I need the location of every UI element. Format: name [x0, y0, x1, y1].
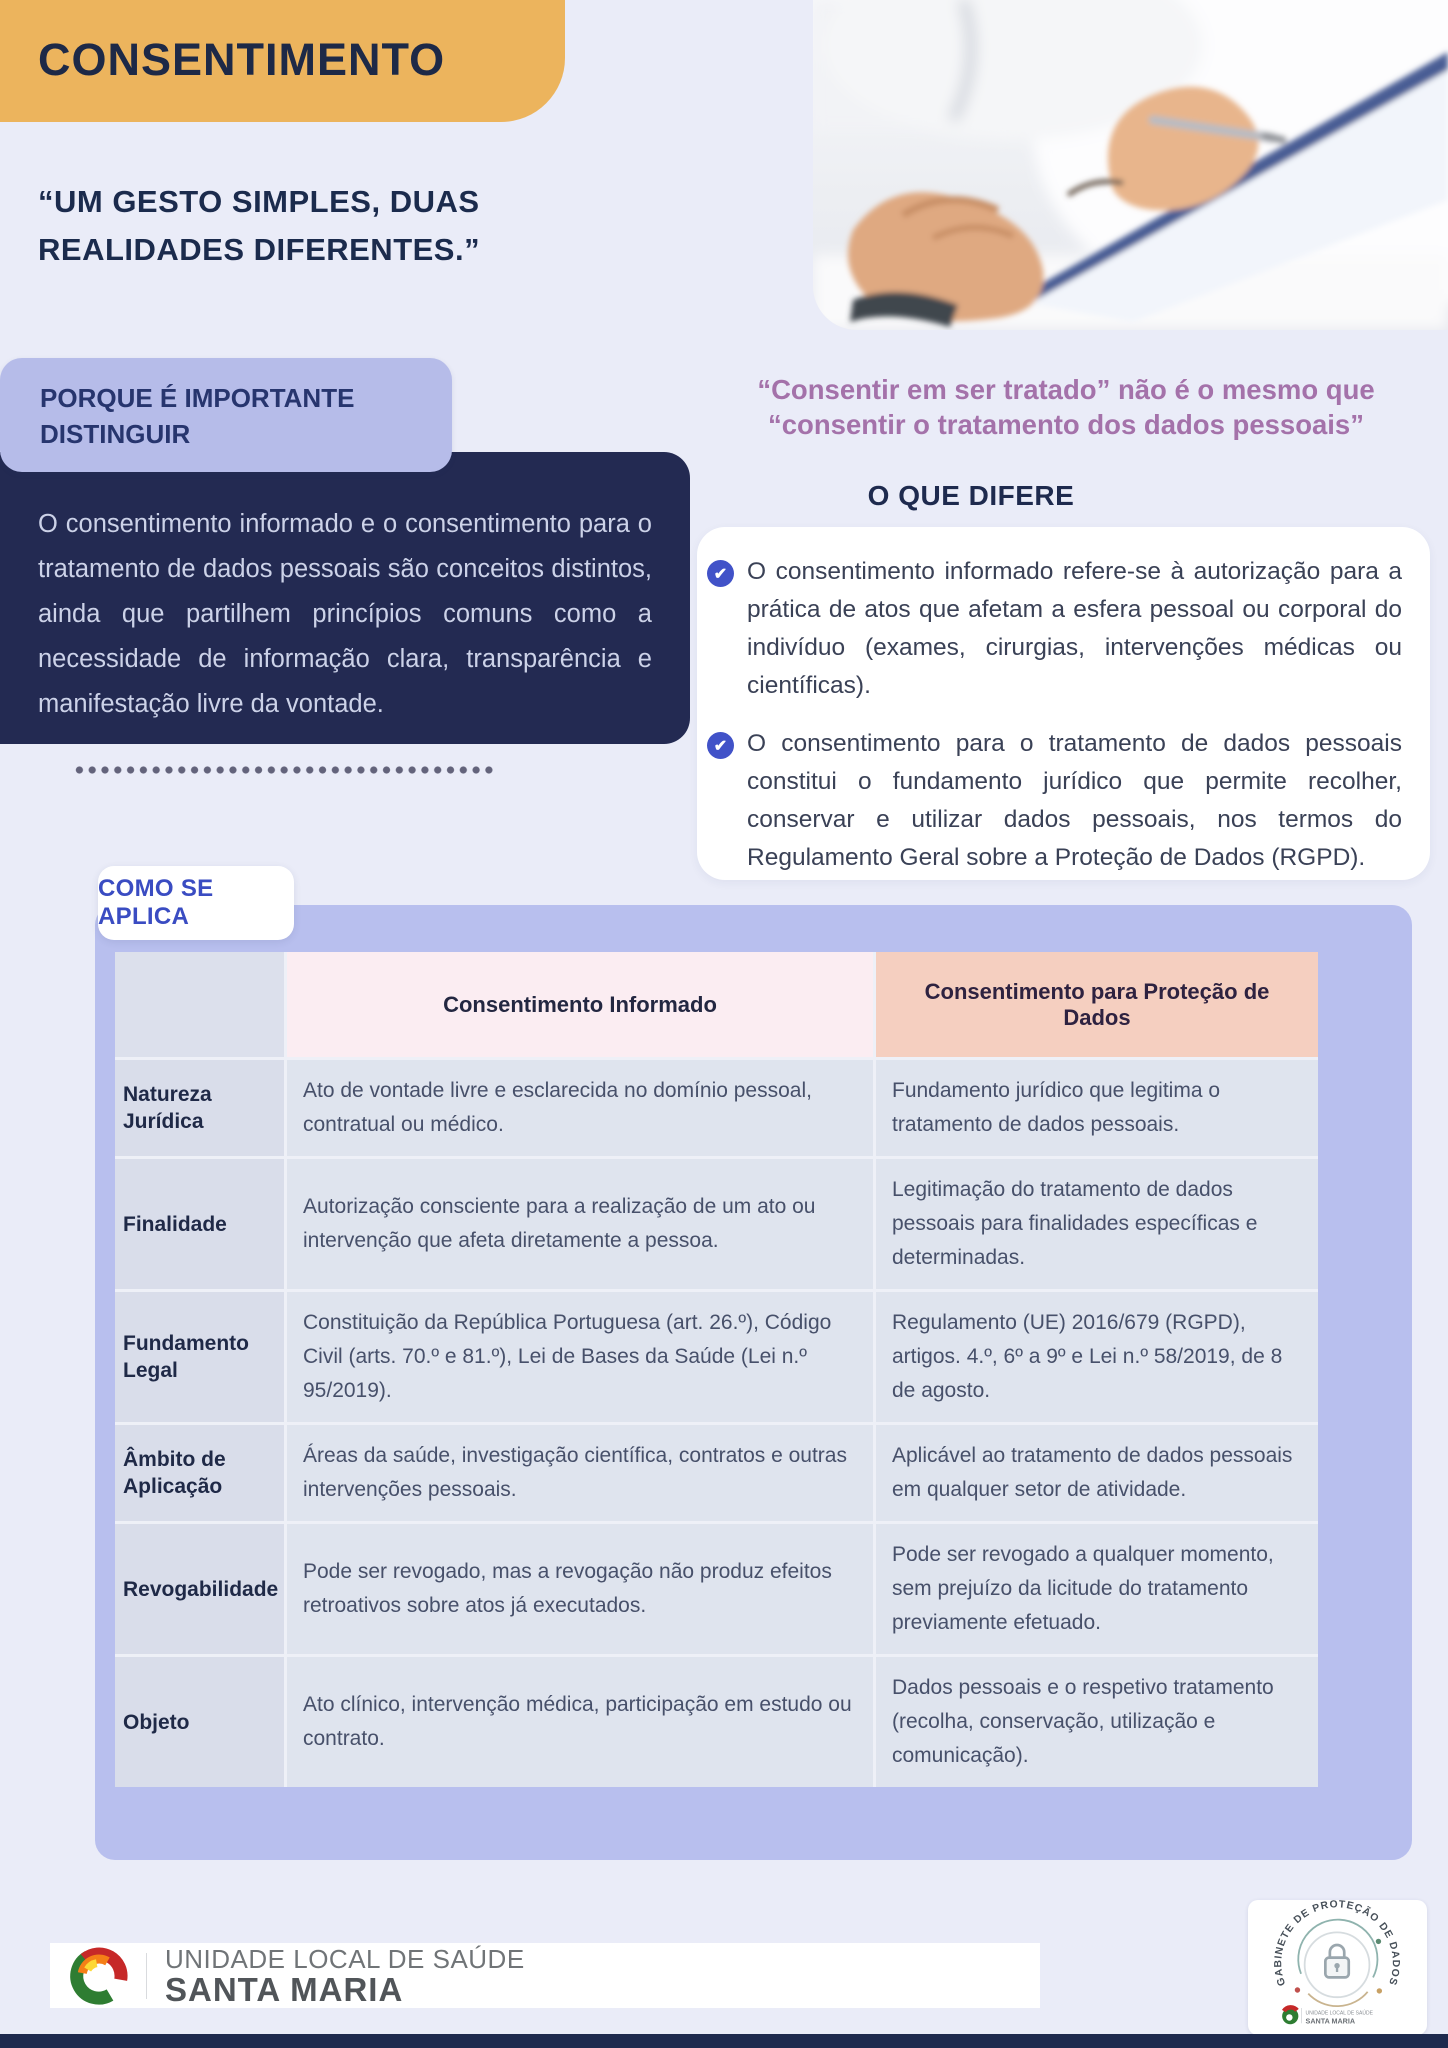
badge-arc-text: GABINETE DE PROTEÇÃO DE DADOS	[1273, 1900, 1401, 1988]
dotted-divider	[73, 764, 493, 776]
table-row-label: Revogabilidade	[115, 1524, 284, 1654]
table-cell-informed: Pode ser revogado, mas a revogação não produz efeitos retroativos sobre atos já executados.	[287, 1524, 873, 1654]
check-circle-icon: ✔	[707, 560, 734, 587]
footer-divider	[146, 1953, 147, 1999]
table-cell-data-protection: Dados pessoais e o respetivo tratamento (recolha, conservação, utilização e comunicação).	[876, 1657, 1318, 1787]
consent-quote	[700, 372, 1432, 442]
why-label-line-1: PORQUE É IMPORTANTE	[40, 383, 355, 413]
table-header-data-protection: Consentimento para Proteção de Dados	[876, 952, 1318, 1057]
table-row-label: Natureza Jurídica	[115, 1060, 284, 1156]
table-cell-data-protection: Aplicável ao tratamento de dados pessoais em qualquer setor de atividade.	[876, 1425, 1318, 1521]
table-cell-informed: Áreas da saúde, investigação científica, contratos e outras intervenções pessoais.	[287, 1425, 873, 1521]
org-name-line-2: SANTA MARIA	[165, 1970, 404, 2008]
bottom-accent-bar	[0, 2034, 1448, 2048]
page-title: CONSENTIMENTO	[38, 34, 446, 85]
tagline	[38, 178, 678, 274]
table-cell-informed: Ato de vontade livre e esclarecida no domínio pessoal, contratual ou médico.	[287, 1060, 873, 1156]
org-name	[165, 1945, 525, 2007]
tagline-line-1: “UM GESTO SIMPLES, DUAS	[38, 184, 480, 219]
table-cell-data-protection: Regulamento (UE) 2016/679 (RGPD), artigos. 4.º, 6º a 9º e Lei n.º 58/2019, de 8 de agosto.	[876, 1292, 1318, 1422]
bullet-informed-consent	[707, 553, 1402, 705]
why-distinguish-box	[0, 452, 690, 744]
table-row-label: Finalidade	[115, 1159, 284, 1289]
differences-card	[697, 527, 1430, 880]
differs-heading: O QUE DIFERE	[867, 480, 1075, 511]
applies-section-label: COMO SE APLICA	[98, 866, 294, 940]
badge-mini-logo	[1282, 2007, 1374, 2025]
bullet-data-consent-text: O consentimento para o tratamento de dados pessoais constitui o fundamento jurídico que permite recolher, conservar e utilizar dados pessoais, nos termos do Regulamento Geral sobre a Proteção de Dados (RGPD).	[747, 730, 1402, 871]
table-row-label: Objeto	[115, 1657, 284, 1787]
badge-org-line-1: UNIDADE LOCAL DE SAÚDE	[1305, 2010, 1374, 2017]
table-row-label: Fundamento Legal	[115, 1292, 284, 1422]
uls-logo-icon	[68, 1945, 130, 2007]
title-banner	[0, 0, 565, 122]
badge-org-line-2: SANTA MARIA	[1305, 2016, 1356, 2026]
table-cell-informed: Ato clínico, intervenção médica, participação em estudo ou contrato.	[287, 1657, 873, 1787]
why-distinguish-text: O consentimento informado e o consentimento para o tratamento de dados pessoais são conceitos distintos, ainda que partilhem princípios comuns como a necessidade de informação clara, transparência e manifestação livre da vontade.	[38, 510, 652, 718]
data-protection-office-badge	[1248, 1900, 1427, 2035]
footer-logo-strip	[50, 1943, 1040, 2008]
table-cell-informed: Autorização consciente para a realização de um ato ou intervenção que afeta diretamente a pessoa.	[287, 1159, 873, 1289]
badge-graphic	[1248, 1900, 1427, 2035]
bullet-informed-consent-text: O consentimento informado refere-se à autorização para a prática de atos que afetam a esfera pessoal ou corporal do indivíduo (exames, cirurgias, intervenções médicas ou científicas).	[747, 558, 1402, 699]
why-label-line-2: DISTINGUIR	[40, 419, 191, 449]
table-row-label: Âmbito de Aplicação	[115, 1425, 284, 1521]
table-header-empty	[115, 952, 284, 1057]
org-name-line-1: UNIDADE LOCAL DE SAÚDE	[165, 1943, 525, 1974]
check-circle-icon: ✔	[707, 732, 734, 759]
table-header-informed: Consentimento Informado	[287, 952, 873, 1057]
quote-line-2: “consentir o tratamento dos dados pessoais”	[768, 409, 1364, 440]
bullet-data-consent	[707, 725, 1402, 877]
table-cell-data-protection: Fundamento jurídico que legitima o tratamento de dados pessoais.	[876, 1060, 1318, 1156]
why-distinguish-label	[0, 358, 452, 472]
table-cell-data-protection: Pode ser revogado a qualquer momento, sem prejuízo da licitude do tratamento previamente efetuado.	[876, 1524, 1318, 1654]
quote-line-1: “Consentir em ser tratado” não é o mesmo que	[757, 374, 1375, 405]
comparison-table-container	[95, 905, 1412, 1860]
badge-tan-arc	[1308, 1992, 1367, 2006]
table-cell-data-protection: Legitimação do tratamento de dados pessoais para finalidades específicas e determinadas.	[876, 1159, 1318, 1289]
consultation-photo	[813, 0, 1448, 330]
tagline-line-2: REALIDADES DIFERENTES.”	[38, 232, 481, 267]
photo-illustration	[813, 0, 1448, 330]
comparison-table	[115, 952, 1318, 1787]
table-cell-informed: Constituição da República Portuguesa (art. 26.º), Código Civil (arts. 70.º e 81.º), Lei de Bases da Saúde (Lei n.º 95/2019).	[287, 1292, 873, 1422]
